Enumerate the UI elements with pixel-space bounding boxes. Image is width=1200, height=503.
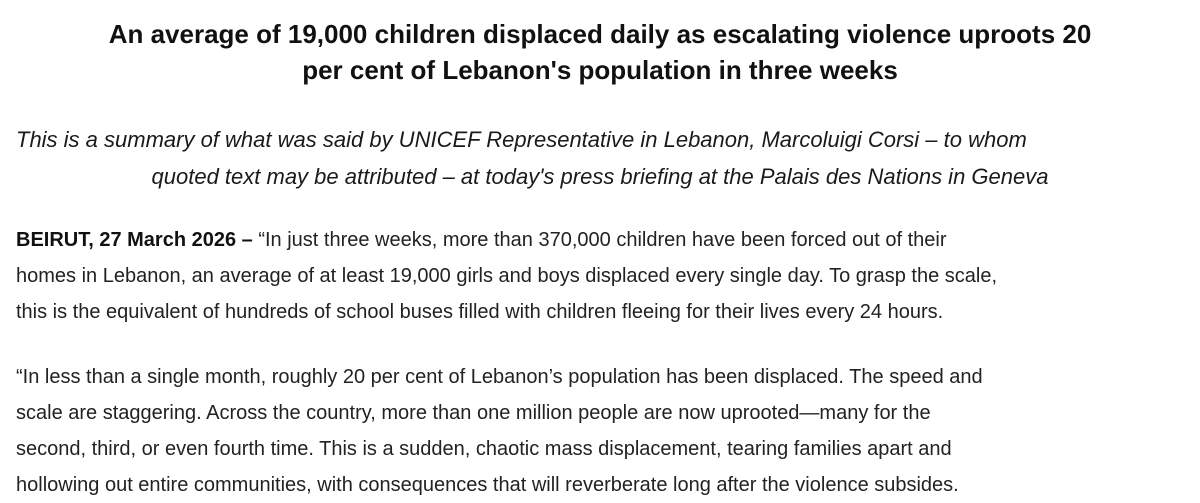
headline-line: per cent of Lebanon's population in three weeks <box>302 55 898 85</box>
paragraph-line: scale are staggering. Across the country, more than one million people are now uprooted—many for the <box>16 402 931 424</box>
paragraph-line: this is the equivalent of hundreds of school buses filled with children fleeing for their lives every 24 hours. <box>16 301 944 323</box>
summary-line: This is a summary of what was said by UNICEF Representative in Lebanon, Marcoluigi Corsi – to whom <box>16 127 1027 152</box>
paragraph-line: second, third, or even fourth time. This is a sudden, chaotic mass displacement, tearing families apart and <box>16 438 952 460</box>
paragraph-line: “In less than a single month, roughly 20 per cent of Lebanon’s population has been displaced. The speed and <box>16 366 983 388</box>
body-paragraph <box>16 222 1200 330</box>
paragraph-line: homes in Lebanon, an average of at least 19,000 girls and boys displaced every single day. To grasp the scale, <box>16 265 997 287</box>
headline <box>0 16 1200 88</box>
dateline: BEIRUT, 27 March 2026 – <box>16 229 253 251</box>
paragraph-line: hollowing out entire communities, with consequences that will reverberate long after the violence subsides. <box>16 474 959 496</box>
summary-line: quoted text may be attributed – at today's press briefing at the Palais des Nations in Geneva <box>151 164 1049 189</box>
body-paragraph <box>16 359 1200 503</box>
summary-subheading <box>0 121 1200 195</box>
paragraph-line <box>16 222 1200 258</box>
quote-text: “In just three weeks, more than 370,000 children have been forced out of their <box>252 229 947 251</box>
headline-line: An average of 19,000 children displaced daily as escalating violence uproots 20 <box>108 19 1092 49</box>
